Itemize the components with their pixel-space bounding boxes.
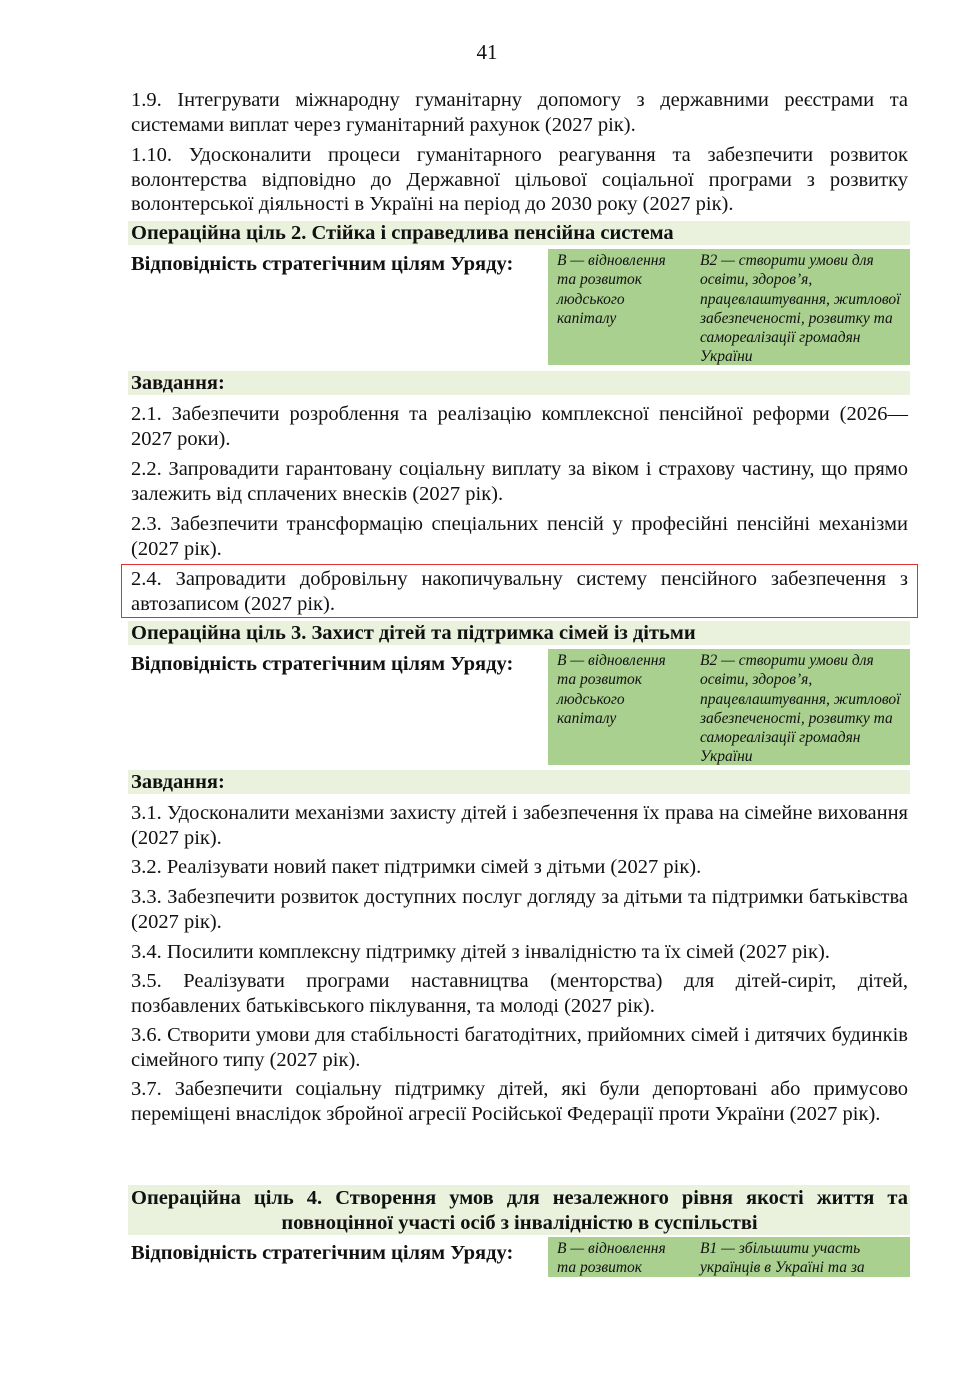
goal-2-title: Операційна ціль 2. Стійка і справедлива пенсійна система	[128, 221, 910, 245]
goal-4-title	[128, 1185, 910, 1235]
goal-2-strategic-goal-a: В — відновлення та розвиток людського капіталу	[557, 252, 666, 327]
task-3-3: 3.3. Забезпечити розвиток доступних послуг догляду за дітьми та підтримки батьківства (2027 рік).	[131, 886, 908, 933]
page-number: 41	[476, 40, 498, 64]
task-3-4: 3.4. Посилити комплексну підтримку дітей з інвалідністю та їх сімей (2027 рік).	[131, 941, 830, 963]
highlight-box	[121, 564, 918, 618]
goal-4-strategic-goal-b: В1 — збільшити участь українців в Україні та за	[700, 1240, 865, 1277]
goal-3-strategic-goal-b: В2 — створити умови для освіти, здоров’я, працевлаштування, житлової забезпеченості, розвитку та самореалізації громадян України	[700, 652, 901, 766]
goal-4-strategic-goal-a: В — відновлення та розвиток	[557, 1240, 666, 1277]
task-3-5: 3.5. Реалізувати програми наставництва (менторства) для дітей-сиріт, дітей, позбавлених батьківського піклування, та молоді (2027 рік).	[131, 970, 908, 1017]
goal-4-title-line-2: повноцінної участі осіб з інвалідністю в суспільстві	[281, 1211, 758, 1234]
task-1-9: 1.9. Інтегрувати міжнародну гуманітарну допомогу з державними реєстрами та системами виплат через гуманітарний рахунок (2027 рік).	[131, 89, 908, 136]
goal-2-strategic-box	[548, 249, 910, 365]
task-2-1: 2.1. Забезпечити розроблення та реалізацію комплексної пенсійної реформи (2026—2027 роки).	[131, 403, 908, 450]
goal-4-relevance-label: Відповідність стратегічним цілям Уряду:	[131, 1242, 514, 1264]
goal-2-relevance-label: Відповідність стратегічним цілям Уряду:	[131, 253, 514, 275]
goal-3-title: Операційна ціль 3. Захист дітей та підтримка сімей із дітьми	[128, 621, 910, 645]
goal-3-strategic-box	[548, 649, 910, 765]
goal-2-strategic-goal-b: В2 — створити умови для освіти, здоров’я, працевлаштування, житлової забезпеченості, розвитку та самореалізації громадян України	[700, 252, 901, 366]
task-2-4: 2.4. Запровадити добровільну накопичувальну систему пенсійного забезпечення з автозаписом (2027 рік).	[131, 568, 908, 615]
task-3-1: 3.1. Удосконалити механізми захисту дітей і забезпечення їх права на сімейне виховання (2027 рік).	[131, 802, 908, 849]
task-3-6: 3.6. Створити умови для стабільності багатодітних, прийомних сімей і дитячих будинків сімейного типу (2027 рік).	[131, 1024, 908, 1071]
goal-4-title-line-1: Операційна ціль 4. Створення умов для незалежного рівня якості життя та	[131, 1187, 908, 1209]
goal-2-tasks-label: Завдання:	[128, 371, 910, 395]
task-3-2: 3.2. Реалізувати новий пакет підтримки сімей з дітьми (2027 рік).	[131, 856, 702, 878]
task-1-10: 1.10. Удосконалити процеси гуманітарного реагування та забезпечити розвиток волонтерства відповідно до Державної цільової соціальної програми з розвитку волонтерської діяльності в Україні на період до 2030 року (2027 рік).	[131, 144, 908, 215]
goal-3-strategic-goal-a: В — відновлення та розвиток людського капіталу	[557, 652, 666, 727]
goal-3-tasks-label: Завдання:	[128, 770, 910, 794]
goal-4-strategic-box	[548, 1237, 910, 1277]
goal-3-relevance-label: Відповідність стратегічним цілям Уряду:	[131, 653, 514, 675]
task-3-7: 3.7. Забезпечити соціальну підтримку дітей, які були депортовані або примусово переміщені внаслідок збройної агресії Російської Федерації проти України (2027 рік).	[131, 1078, 908, 1125]
task-2-2: 2.2. Запровадити гарантовану соціальну виплату за віком і страхову частину, що прямо залежить від сплачених внесків (2027 рік).	[131, 458, 908, 505]
task-2-3: 2.3. Забезпечити трансформацію спеціальних пенсій у професійні пенсійні механізми (2027 рік).	[131, 513, 908, 560]
